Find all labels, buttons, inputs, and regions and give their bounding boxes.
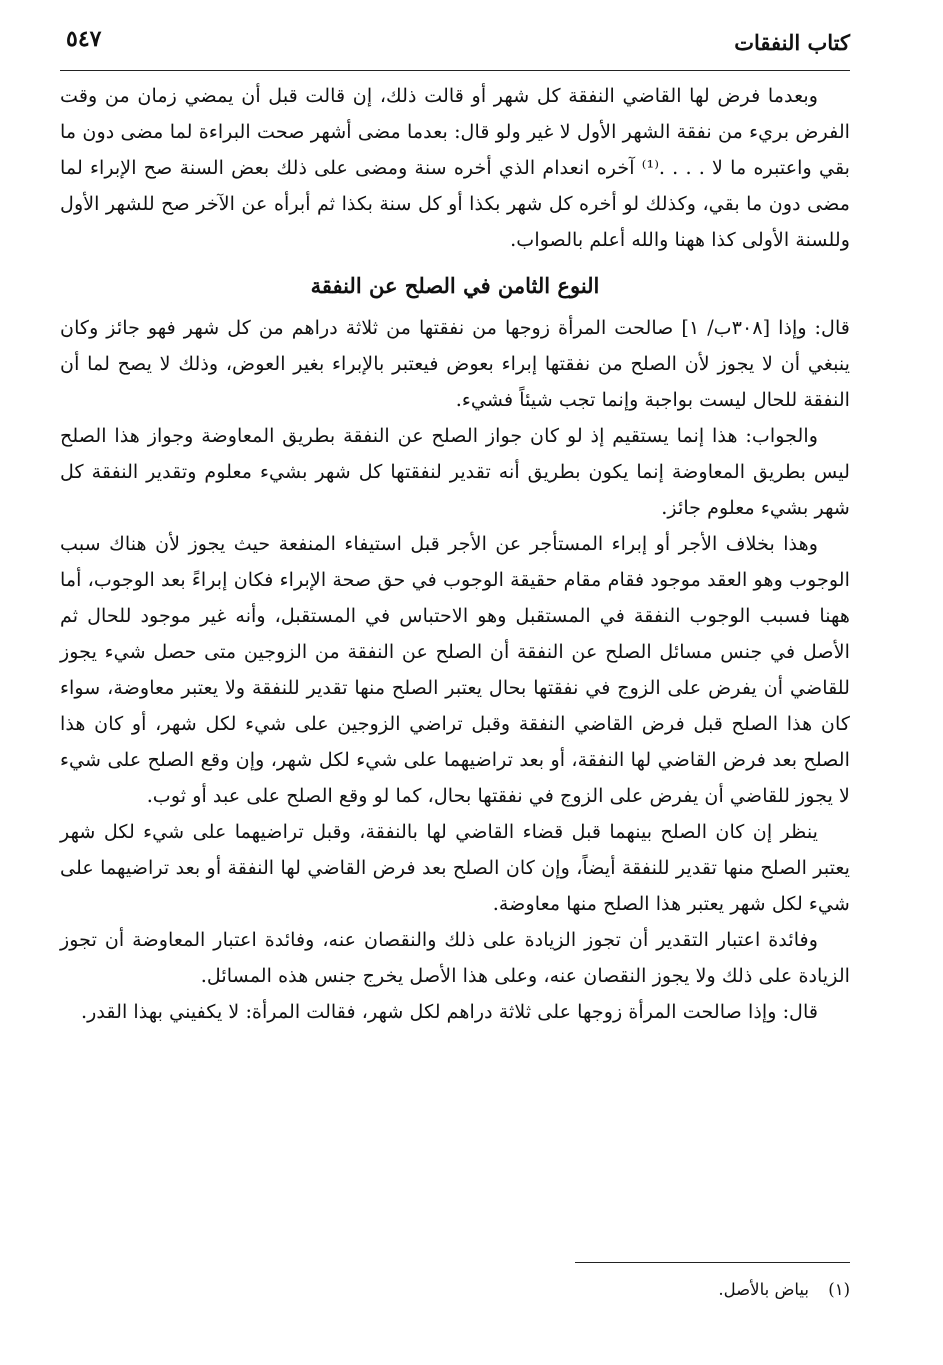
- footnote-text: بياض بالأصل.: [718, 1280, 809, 1299]
- footnote-number: (١): [828, 1280, 850, 1299]
- section-title: النوع الثامن في الصلح عن النفقة: [310, 273, 600, 298]
- paragraph: وفائدة اعتبار التقدير أن تجوز الزيادة على ذلك والنقصان عنه، وفائدة اعتبار المعاوضة أن تجوز الزيادة على ذلك ولا يجوز النقصان عنه، وعلى هذا الأصل يخرج جنس هذه المسائل.: [60, 928, 850, 987]
- paragraph: قال: وإذا [٣٠٨ب/ ١] صالحت المرأة زوجها من نفقتها من ثلاثة دراهم من كل شهر فهو جائز وكان ينبغي أن لا يجوز لأن الصلح من نفقتها إبراء بعوض فيعتبر بالإبراء بغير العوض، وذلك لا يصح لما أن النفقة للحال ليست بواجبة وإنما تجب شيئاً فشيء.: [60, 316, 850, 411]
- page-header: [60, 22, 850, 66]
- paragraph: قال: وإذا صالحت المرأة زوجها على ثلاثة دراهم لكل شهر، فقالت المرأة: لا يكفيني بهذا القدر.: [80, 1000, 818, 1023]
- footnote: [60, 1276, 850, 1304]
- paragraph: والجواب: هذا إنما يستقيم إذ لو كان جواز الصلح عن النفقة بطريق المعاوضة وجواز هذا الصلح ليس بطريق المعاوضة إنما يكون بطريق أنه تقدير لنفقتها كل شهر بشيء معلوم وتقدير النفقة كل شهر بشيء معلوم جائز.: [60, 424, 850, 519]
- book-page: [60, 0, 850, 1365]
- page-number: ٥٤٧: [66, 26, 102, 52]
- header-rule: [60, 70, 850, 71]
- footnote-rule: [575, 1262, 850, 1263]
- paragraph: وهذا بخلاف الأجر أو إبراء المستأجر عن الأجر قبل استيفاء المنفعة حيث يجوز لأن هناك سبب الوجوب وهو العقد موجود فقام مقام حقيقة الوجوب في حق صحة الإبراء فكان إبراءً بعد الوجوب، أما ههنا فسبب الوجوب النفقة في المستقبل وهو الاحتباس في المستقبل، وأنه غير موجود للحال ثم الأصل في جنس مسائل الصلح عن النفقة أن الصلح عن النفقة من الزوجين متى حصل شيء يجوز للقاضي أن يفرض على الزوج في نفقتها بحال يعتبر الصلح منها تقدير للنفقة ولا يعتبر معاوضة، سواء كان هذا الصلح قبل فرض القاضي النفقة وقبل تراضي الزوجين على شيء لكل شهر، أو كان هذا الصلح بعد فرض القاضي لها النفقة، أو بعد تراضيهما على شيء لكل شهر، وإن وقع الصلح على شيء لا يجوز للقاضي أن يفرض على الزوج في نفقتها بحال، كما لو وقع الصلح على عبد أو ثوب.: [60, 532, 850, 807]
- main-text: [60, 78, 850, 1030]
- running-title: كتاب النفقات: [734, 30, 850, 55]
- paragraph: وبعدما فرض لها القاضي النفقة كل شهر أو قالت ذلك، إن قالت قبل أن يمضي زمان من وقت الفرض بريء من نفقة الشهر الأول لا غير ولو قال: بعدما مضى أشهر صحت البراءة لما مضى دون ما بقي واعتبره ما لا . . . .⁽¹⁾ آخره انعدام الذي أخره سنة ومضى على ذلك بعض السنة صح الإبراء لما مضى دون ما بقي، وكذلك لو أخره كل شهر بكذا أو كل سنة بكذا ثم أبرأه عن الآخر صح للشهر الأول وللسنة الأولى كذا ههنا والله أعلم بالصواب.: [60, 84, 850, 251]
- paragraph: ينظر إن كان الصلح بينهما قبل قضاء القاضي لها بالنفقة، وقبل تراضيهما على شيء لكل شهر يعتبر الصلح منها تقدير للنفقة أيضاً، وإن كان الصلح بعد فرض القاضي لها النفقة أو بعد تراضيهما على شيء لكل شهر يعتبر هذا الصلح منها معاوضة.: [60, 820, 850, 915]
